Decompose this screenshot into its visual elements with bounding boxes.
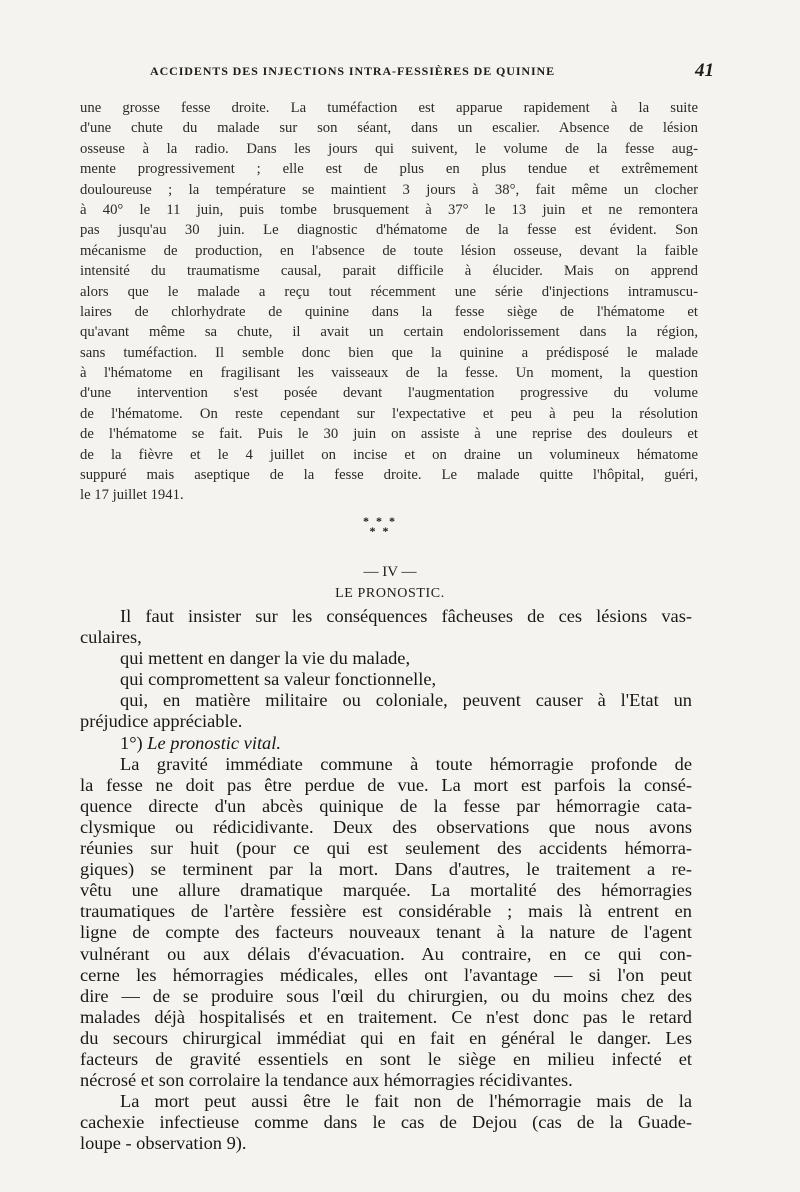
text-line: d'une intervention s'est posée devant l'augmentation progressive du volume bbox=[80, 385, 698, 402]
text-line: le 17 juillet 1941. bbox=[80, 487, 184, 504]
observation-paragraph bbox=[80, 98, 698, 506]
text-line: osseuse à la radio. Dans les jours qui suivent, le volume de la fesse aug- bbox=[80, 140, 698, 157]
text-line: la fesse ne doit pas être perdue de vue. La mort est parfois la consé- bbox=[80, 774, 692, 795]
text-line: pas jusqu'au 30 juin. Le diagnostic d'hématome de la fesse est évident. Son bbox=[80, 222, 698, 239]
text-line: à l'hématome en fragilisant les vaisseaux de la fesse. Un moment, la question bbox=[80, 365, 698, 382]
text-line: alors que le malade a reçu tout récemment une série d'injections intramuscu- bbox=[80, 283, 698, 300]
text-line: préjudice appréciable. bbox=[80, 711, 243, 732]
text-line: La mort peut aussi être le fait non de l'hémorragie mais de la bbox=[120, 1091, 692, 1112]
text-line: du secours chirurgical immédiat qui en fait en général le danger. Les bbox=[80, 1027, 692, 1048]
text-line: qui mettent en danger la vie du malade, bbox=[120, 648, 411, 669]
text-line: traumatiques de l'artère fessière est considérable ; mais là entrent en bbox=[80, 901, 692, 922]
text-line: de l'hématome se fait. Puis le 30 juin on assiste à une reprise des douleurs et bbox=[80, 426, 698, 443]
section-title: LE PRONOSTIC. bbox=[335, 586, 445, 601]
text-line: culaires, bbox=[80, 627, 142, 648]
text-line: suppuré mais aseptique de la fesse droite. Le malade quitte l'hôpital, guéri, bbox=[80, 467, 698, 484]
text-line: à 40° le 11 juin, puis tombe brusquement à 37° le 13 juin et ne remontera bbox=[80, 201, 698, 218]
text-line: quence directe d'un abcès quinique de la fesse par hémorragie cata- bbox=[80, 795, 692, 816]
text-line: La gravité immédiate commune à toute hémorragie profonde de bbox=[120, 753, 692, 774]
page-number: 41 bbox=[695, 60, 714, 81]
running-title: ACCIDENTS DES INJECTIONS INTRA-FESSIÈRES DE QUININE bbox=[150, 64, 555, 78]
text-line: cachexie infectieuse comme dans le cas de Dejou (cas de la Guade- bbox=[80, 1112, 692, 1133]
text-line: Il faut insister sur les conséquences fâcheuses de ces lésions vas- bbox=[120, 606, 692, 626]
text-line: qui compromettent sa valeur fonctionnelle, bbox=[120, 669, 437, 690]
text-line: giques) se terminent par la mort. Dans d'autres, le traitement a re- bbox=[80, 859, 692, 880]
main-text bbox=[80, 606, 692, 1154]
text-line: douloureuse ; la température se maintient 3 jours à 38°, fait même un clocher bbox=[80, 181, 698, 198]
subsection-title: Le pronostic vital. bbox=[147, 732, 281, 753]
text-line: sans tuméfaction. Il semble donc bien que la quinine a prédisposé le malade bbox=[80, 344, 698, 361]
section-separator-stars bbox=[360, 516, 400, 536]
text-line: qu'avant même sa chute, il avait un certain endolorissement dans la région, bbox=[80, 324, 698, 341]
text-line: ligne de compte des facteurs nouveaux tenant à la nature de l'agent bbox=[80, 922, 692, 943]
text-line: loupe - observation 9). bbox=[80, 1133, 247, 1154]
text-line: réunies sur huit (pour ce qui est seulement des accidents hémorra- bbox=[80, 838, 692, 859]
subsection-number: 1°) bbox=[120, 732, 143, 753]
text-line: intensité du traumatisme causal, parait difficile à élucider. Mais on apprend bbox=[80, 263, 698, 280]
text-line: dire — de se produire sous l'œil du chirurgien, ou du moins chez des bbox=[80, 985, 692, 1006]
subsection-heading bbox=[80, 733, 692, 754]
text-line: de l'hématome. On reste cependant sur l'expectative et peu à peu la résolution bbox=[80, 405, 698, 422]
text-line: mente progressivement ; elle est de plus en plus tendue et extrêmement bbox=[80, 161, 698, 178]
section-number: — IV — bbox=[363, 564, 417, 580]
text-line: clysmique ou rédicidivante. Deux des observations que nous avons bbox=[80, 816, 692, 837]
text-line: facteurs de gravité essentiels en sont le siège en milieu infecté et bbox=[80, 1048, 692, 1069]
text-line: de la fièvre et le 4 juillet on incise et on draine un volumineux hématome bbox=[80, 446, 698, 463]
text-line: une grosse fesse droite. La tuméfaction est apparue rapidement à la suite bbox=[80, 100, 698, 116]
text-line: vulnérant ou aux délais d'évacuation. Au contraire, en ce qui con- bbox=[80, 943, 692, 964]
text-line: mécanisme de production, en l'absence de toute lésion osseuse, devant la faible bbox=[80, 242, 698, 259]
stars-top: * * * bbox=[363, 514, 397, 528]
text-line: d'une chute du malade sur son séant, dans un escalier. Absence de lésion bbox=[80, 120, 698, 137]
text-line: qui, en matière militaire ou coloniale, peuvent causer à l'Etat un bbox=[120, 690, 692, 711]
text-line: nécrosé et son corrolaire la tendance aux hémorragies récidivantes. bbox=[80, 1070, 573, 1091]
text-line: cerne les hémorragies médicales, elles ont l'avantage — si l'on peut bbox=[80, 964, 692, 985]
text-line: malades déjà hospitalisés et en traitement. Ce n'est donc pas le retard bbox=[80, 1006, 692, 1027]
page-header bbox=[80, 62, 720, 86]
text-line: laires de chlorhydrate de quinine dans la fesse siège de l'hématome et bbox=[80, 303, 698, 320]
stars-bottom: * * bbox=[369, 524, 391, 538]
text-line: vêtu une allure dramatique marquée. La mortalité des hémorragies bbox=[80, 880, 692, 901]
